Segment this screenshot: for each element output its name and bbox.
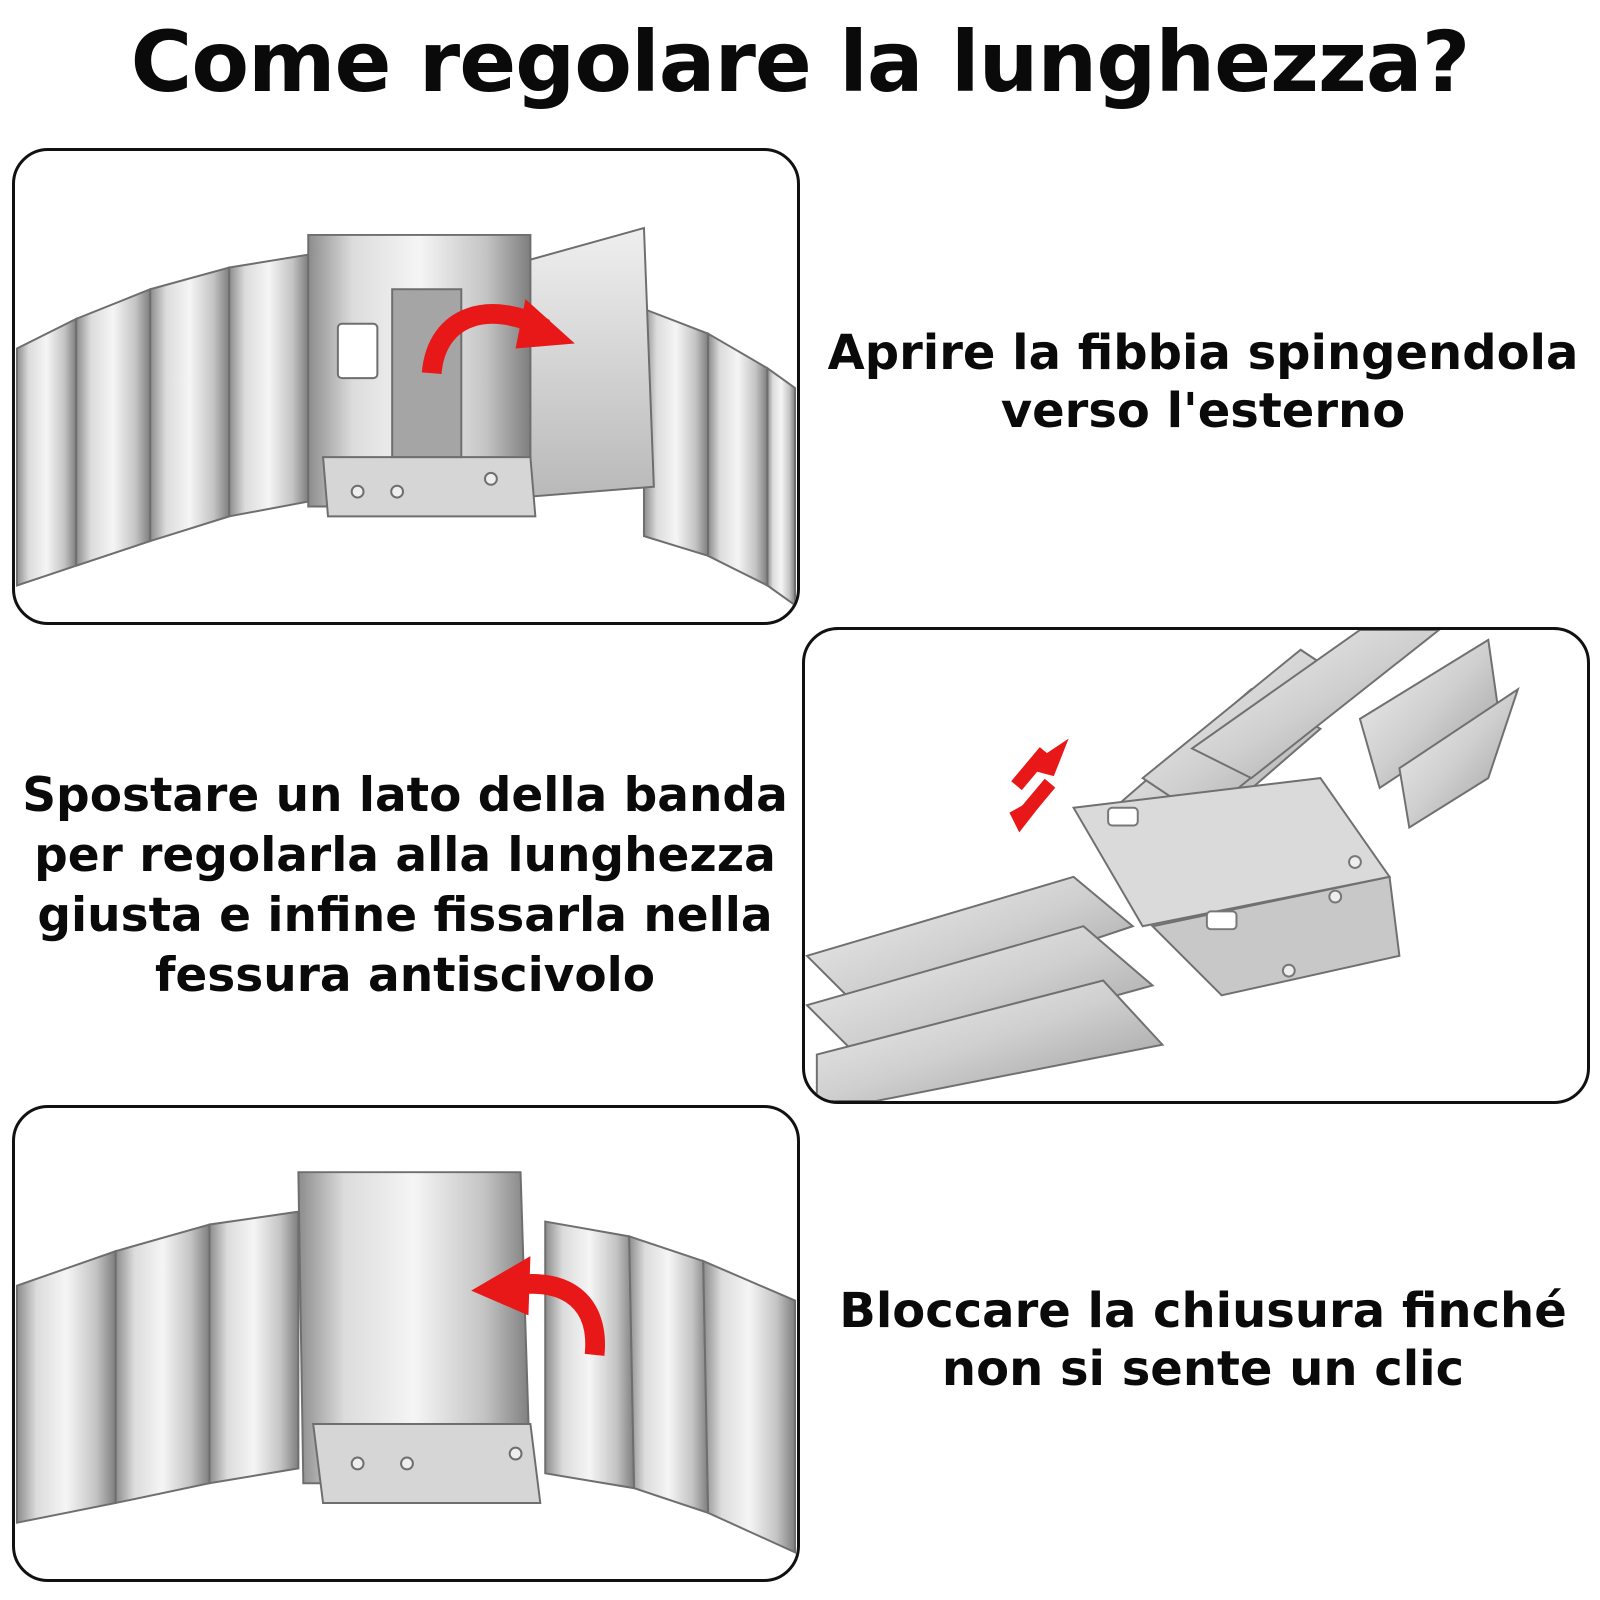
step-2-caption: Spostare un lato della banda per regolarla alla lunghezza giusta e infine fissarla nella fessura antiscivolo: [22, 768, 788, 1003]
watch-band-close-clasp-illustration: [15, 1108, 797, 1579]
double-arrow-icon: [1009, 739, 1068, 833]
watch-band-slide-illustration: [805, 630, 1587, 1101]
step-3-caption: Bloccare la chiusura finché non si sente un clic: [839, 1283, 1567, 1397]
step-3-image-panel: [12, 1105, 800, 1582]
step-1-caption: Aprire la fibbia spingendola verso l'esterno: [827, 325, 1579, 439]
step-1-image-panel: [12, 148, 800, 625]
step-2-image-panel: [802, 627, 1590, 1104]
watch-band-open-clasp-illustration: [15, 151, 797, 622]
page-title: Come regolare la lunghezza?: [130, 13, 1470, 111]
